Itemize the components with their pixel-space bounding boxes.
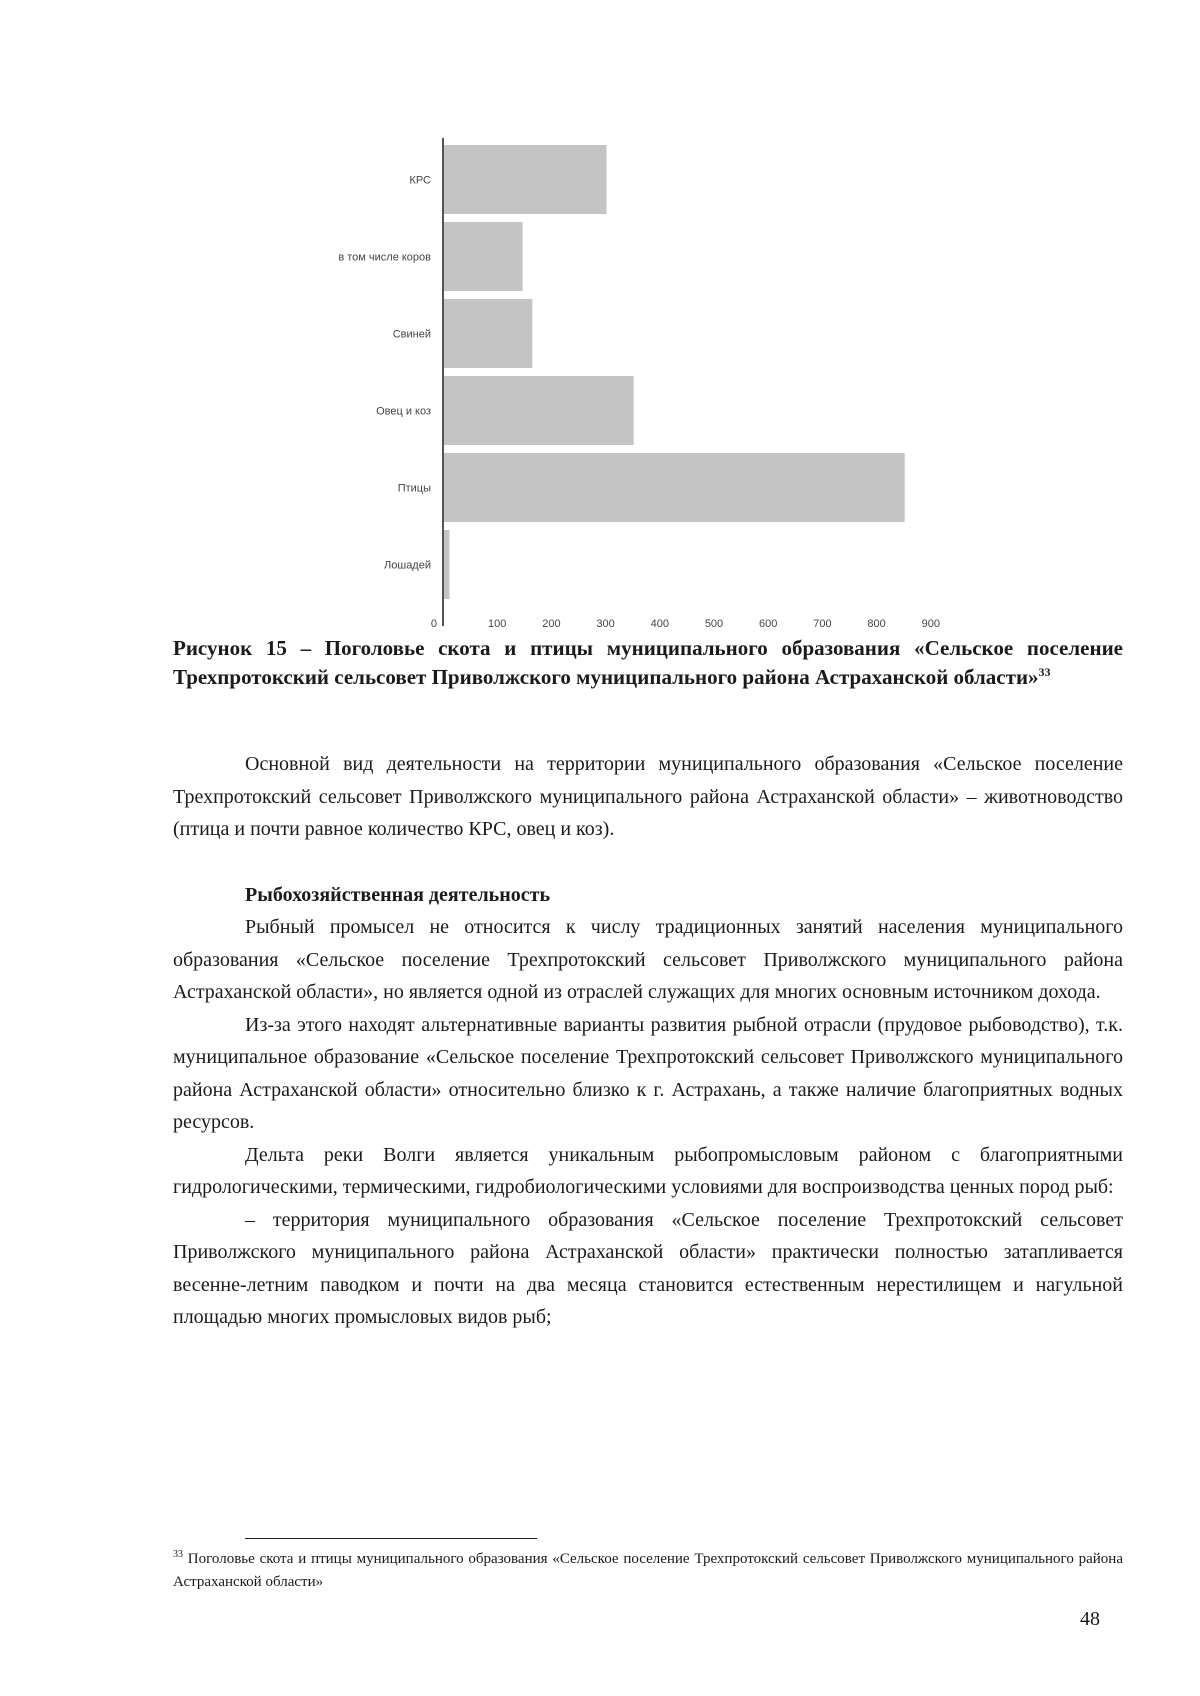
x-tick-label: 300 xyxy=(596,618,615,630)
bar xyxy=(444,222,523,291)
caption-footnote-ref: 33 xyxy=(1038,665,1051,679)
x-tick-label: 900 xyxy=(921,618,940,630)
figure-caption-text: Рисунок 15 – Поголовье скота и птицы муниципального образования «Сельское поселение Трехпротокский сельсовет Приволжского муниципального района Астраханской области» xyxy=(173,636,1123,689)
category-label: Овец и коз xyxy=(376,405,431,418)
figure-caption xyxy=(173,634,1123,692)
x-tick-label: 0 xyxy=(430,618,437,630)
paragraph: Основной вид деятельности на территории муниципального образования «Сельское поселение Трехпротокский сельсовет Приволжского муниципального района Астраханской области» – животноводство (птица и почти равное количество КРС, овец и коз). xyxy=(173,753,1123,840)
category-label: Лошадей xyxy=(384,559,431,572)
category-label: Свиней xyxy=(392,328,431,341)
bar xyxy=(444,530,449,599)
section-heading: Рыбохозяйственная деятельность xyxy=(245,883,551,906)
bar xyxy=(444,299,532,368)
category-label: в том числе коров xyxy=(338,251,431,264)
page-number: 48 xyxy=(1080,1608,1100,1630)
category-label: Птицы xyxy=(397,482,431,495)
x-tick-label: 500 xyxy=(704,618,724,630)
bar xyxy=(444,376,634,445)
x-tick-label: 400 xyxy=(650,618,669,630)
footnote-text: Поголовье скота и птицы муниципального образования «Сельское поселение Трехпротокский сельсовет Приволжского муниципального района Астраханской области» xyxy=(173,1551,1123,1590)
x-tick-label: 100 xyxy=(488,618,507,630)
bar xyxy=(444,145,607,214)
x-tick-label: 700 xyxy=(813,618,832,630)
category-label: КРС xyxy=(409,174,431,187)
bar xyxy=(444,453,905,522)
footnote-ref: 33 xyxy=(173,1549,183,1560)
paragraph: Рыбный промысел не относится к числу традиционных занятий населения муниципального образования «Сельское поселение Трехпротокский сельсовет Приволжского муниципального района Астраханской области», но является одной из отраслей служащих для многих основным источником дохода. xyxy=(173,916,1123,1003)
livestock-bar-chart xyxy=(0,0,1200,640)
footnote-divider xyxy=(245,1538,537,1539)
footnote xyxy=(173,1548,1123,1594)
main-text xyxy=(173,748,1123,1334)
list-item: – территория муниципального образования «Сельское поселение Трехпротокский сельсовет Приволжского муниципального района Астраханской области» практически полностью затапливается весенне-летним паводком и почти на два месяца становится естественным нерестилищем и нагульной площадью многих промысловых видов рыб; xyxy=(173,1208,1123,1328)
x-tick-label: 800 xyxy=(867,618,886,630)
x-tick-label: 600 xyxy=(759,618,778,630)
x-tick-label: 200 xyxy=(542,618,561,630)
paragraph: Дельта реки Волги является уникальным рыбопромысловым районом с благоприятными гидрологическими, термическими, гидробиологическими условиями для воспроизводства ценных пород рыб: xyxy=(173,1143,1123,1198)
paragraph: Из-за этого находят альтернативные варианты развития рыбной отрасли (прудовое рыбоводство), т.к. муниципальное образование «Сельское поселение Трехпротокский сельсовет Приволжского муниципального района Астраханской области» относительно близко к г. Астрахань, а также наличие благоприятных водных ресурсов. xyxy=(173,1013,1123,1133)
